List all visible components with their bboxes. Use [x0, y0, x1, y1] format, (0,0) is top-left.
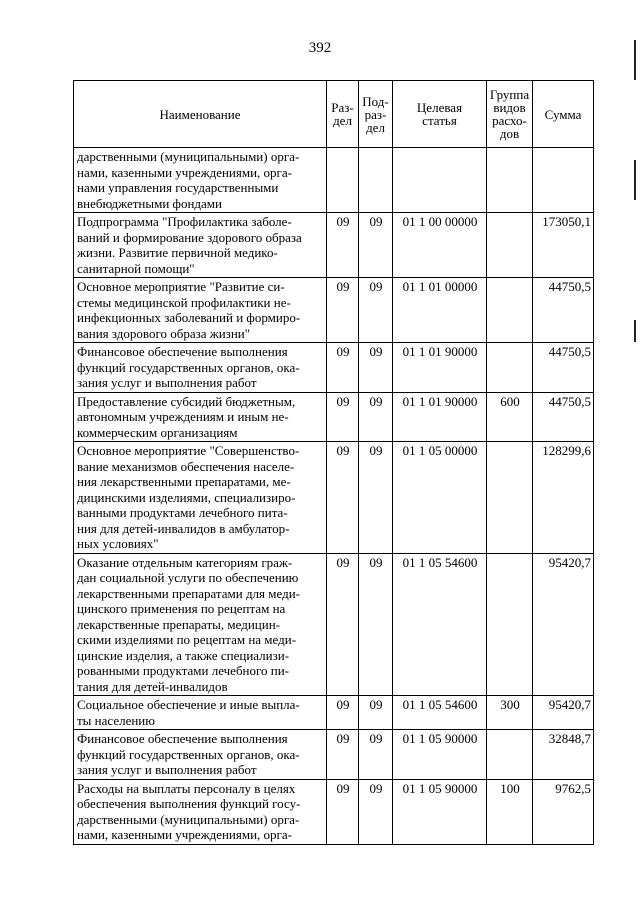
cell-target-article: 01 1 01 90000 [393, 343, 487, 393]
cell-name: Подпрограмма "Профилактика заболе- ваний и формирование здорового образа жизни. Развитие первичной медико- санитарной помощи" [74, 213, 327, 278]
cell-sum: 32848,7 [533, 730, 594, 780]
header-row [74, 81, 594, 148]
cell-name: Финансовое обеспечение выполнения функций государственных органов, ока- зания услуг и выполнения работ [74, 730, 327, 780]
cell-subsection: 09 [359, 730, 393, 780]
table-row [74, 779, 594, 844]
cell-subsection: 09 [359, 278, 393, 343]
header-expense-group: Группа видов расхо- дов [487, 81, 533, 148]
cell-target-article: 01 1 05 90000 [393, 730, 487, 780]
cell-sum: 44750,5 [533, 278, 594, 343]
cell-subsection: 09 [359, 779, 393, 844]
table-row [74, 278, 594, 343]
table-row [74, 730, 594, 780]
cell-expense-group [487, 553, 533, 696]
cell-sum: 44750,5 [533, 343, 594, 393]
table-row [74, 213, 594, 278]
cell-subsection: 09 [359, 343, 393, 393]
cell-target-article: 01 1 01 90000 [393, 392, 487, 442]
cell-section [327, 148, 359, 213]
header-sum: Сумма [533, 81, 594, 148]
table-row [74, 553, 594, 696]
header-name: Наименование [74, 81, 327, 148]
cell-section: 09 [327, 779, 359, 844]
cell-section: 09 [327, 278, 359, 343]
cell-name: Основное мероприятие "Совершенство- вание механизмов обеспечения населе- ния лекарственными препаратами, ме- дицинскими изделиями, специализиро- ванными продуктами лечебного пита- ния для детей-инвалидов в амбулатор- ных условиях" [74, 442, 327, 554]
cell-name: Финансовое обеспечение выполнения функций государственных органов, ока- зания услуг и выполнения работ [74, 343, 327, 393]
cell-subsection [359, 148, 393, 213]
table-header [74, 81, 594, 148]
cell-target-article: 01 1 01 00000 [393, 278, 487, 343]
table-body [74, 148, 594, 845]
cell-name: Основное мероприятие "Развитие си- стемы медицинской профилактики не- инфекционных заболеваний и формиро- вания здорового образа жизни" [74, 278, 327, 343]
cell-target-article: 01 1 05 90000 [393, 779, 487, 844]
cell-target-article: 01 1 05 00000 [393, 442, 487, 554]
cell-sum [533, 148, 594, 213]
budget-table [73, 80, 594, 845]
cell-name: Расходы на выплаты персоналу в целях обеспечения выполнения функций госу- дарственными (муниципальными) орга- нами, казенными учреждениями, орга- [74, 779, 327, 844]
cell-expense-group [487, 148, 533, 213]
table-row [74, 148, 594, 213]
table-row [74, 696, 594, 730]
cell-subsection: 09 [359, 696, 393, 730]
cell-name: дарственными (муниципальными) орга- нами, казенными учреждениями, орга- нами управления государственными внебюджетными фондами [74, 148, 327, 213]
cell-target-article: 01 1 05 54600 [393, 696, 487, 730]
cell-sum: 128299,6 [533, 442, 594, 554]
header-section: Раз- дел [327, 81, 359, 148]
cell-sum: 173050,1 [533, 213, 594, 278]
cell-sum: 95420,7 [533, 553, 594, 696]
table-row [74, 392, 594, 442]
cell-target-article: 01 1 05 54600 [393, 553, 487, 696]
cell-subsection: 09 [359, 392, 393, 442]
cell-section: 09 [327, 442, 359, 554]
cell-subsection: 09 [359, 442, 393, 554]
cell-target-article: 01 1 00 00000 [393, 213, 487, 278]
cell-subsection: 09 [359, 553, 393, 696]
cell-expense-group [487, 213, 533, 278]
scan-edge-mark [634, 40, 636, 80]
cell-section: 09 [327, 213, 359, 278]
cell-name: Оказание отдельным категориям граж- дан социальной услуги по обеспечению лекарственными препаратами для меди- цинского применения по рецептам на лекарственные препараты, медицин- скими изделиями по рецептам на меди- цинские изделия, а также специализи- рованными продуктами лечебного пи- тания для детей-инвалидов [74, 553, 327, 696]
cell-expense-group: 600 [487, 392, 533, 442]
cell-name: Социальное обеспечение и иные выпла- ты населению [74, 696, 327, 730]
header-subsection: Под- раз- дел [359, 81, 393, 148]
table-row [74, 343, 594, 393]
cell-name: Предоставление субсидий бюджетным, автономным учреждениям и иным не- коммерческим организациям [74, 392, 327, 442]
cell-expense-group [487, 730, 533, 780]
cell-sum: 44750,5 [533, 392, 594, 442]
cell-target-article [393, 148, 487, 213]
cell-expense-group [487, 278, 533, 343]
cell-expense-group: 100 [487, 779, 533, 844]
cell-sum: 95420,7 [533, 696, 594, 730]
cell-section: 09 [327, 696, 359, 730]
cell-section: 09 [327, 343, 359, 393]
table-row [74, 442, 594, 554]
cell-section: 09 [327, 392, 359, 442]
page-number: 392 [308, 40, 332, 56]
cell-expense-group [487, 442, 533, 554]
cell-sum: 9762,5 [533, 779, 594, 844]
scan-edge-mark [634, 160, 636, 200]
scan-edge-mark [634, 320, 636, 342]
cell-subsection: 09 [359, 213, 393, 278]
cell-section: 09 [327, 730, 359, 780]
cell-section: 09 [327, 553, 359, 696]
cell-expense-group [487, 343, 533, 393]
header-target-article: Целевая статья [393, 81, 487, 148]
cell-expense-group: 300 [487, 696, 533, 730]
